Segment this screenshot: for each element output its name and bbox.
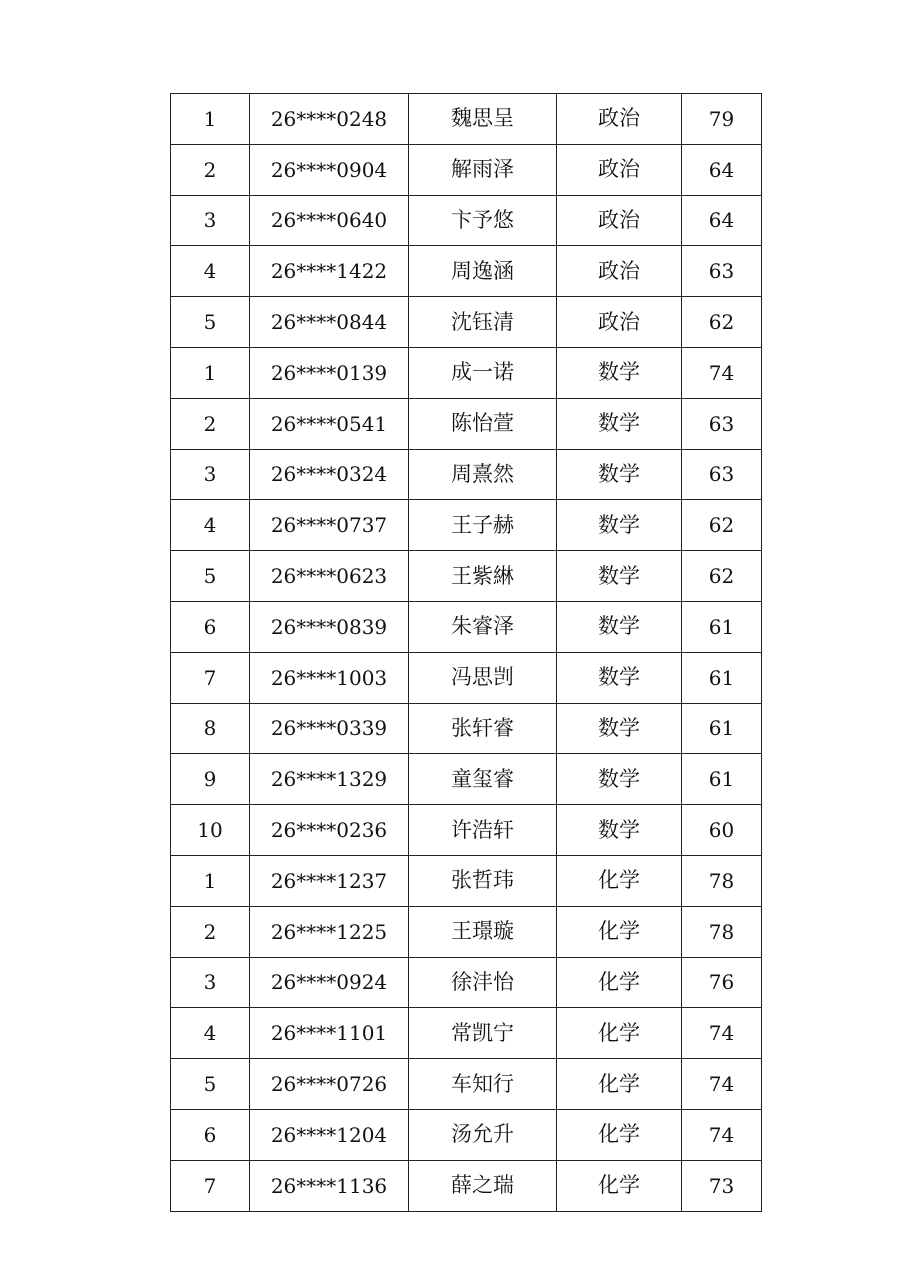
table-row [171, 805, 762, 856]
exam-id-cell: 26****0541 [250, 398, 409, 449]
student-name-cell: 周逸涵 [409, 246, 557, 297]
student-name-cell: 冯思剀 [409, 652, 557, 703]
rank-cell: 1 [171, 347, 250, 398]
subject-cell: 政治 [557, 297, 682, 348]
subject-cell: 数学 [557, 601, 682, 652]
student-name-cell: 解雨泽 [409, 144, 557, 195]
score-table [170, 93, 762, 1212]
rank-cell: 2 [171, 144, 250, 195]
exam-id-cell: 26****0324 [250, 449, 409, 500]
subject-cell: 数学 [557, 551, 682, 602]
subject-cell: 化学 [557, 957, 682, 1008]
table-row [171, 94, 762, 145]
rank-cell: 7 [171, 652, 250, 703]
score-cell: 63 [682, 398, 762, 449]
table-row [171, 347, 762, 398]
score-cell: 74 [682, 1059, 762, 1110]
table-row [171, 551, 762, 602]
exam-id-cell: 26****1422 [250, 246, 409, 297]
subject-cell: 化学 [557, 1109, 682, 1160]
score-cell: 73 [682, 1160, 762, 1211]
score-cell: 61 [682, 652, 762, 703]
score-cell: 62 [682, 500, 762, 551]
subject-cell: 化学 [557, 1008, 682, 1059]
score-cell: 78 [682, 855, 762, 906]
table-row [171, 855, 762, 906]
rank-cell: 2 [171, 398, 250, 449]
student-name-cell: 王紫綝 [409, 551, 557, 602]
rank-cell: 4 [171, 1008, 250, 1059]
table-row [171, 703, 762, 754]
rank-cell: 8 [171, 703, 250, 754]
rank-cell: 9 [171, 754, 250, 805]
rank-cell: 3 [171, 957, 250, 1008]
table-row [171, 754, 762, 805]
table-row [171, 297, 762, 348]
exam-id-cell: 26****0139 [250, 347, 409, 398]
subject-cell: 数学 [557, 652, 682, 703]
subject-cell: 数学 [557, 398, 682, 449]
score-cell: 64 [682, 195, 762, 246]
table-row [171, 246, 762, 297]
score-cell: 63 [682, 246, 762, 297]
student-name-cell: 王璟璇 [409, 906, 557, 957]
rank-cell: 2 [171, 906, 250, 957]
student-name-cell: 张哲玮 [409, 855, 557, 906]
student-name-cell: 沈钰清 [409, 297, 557, 348]
score-cell: 74 [682, 1109, 762, 1160]
exam-id-cell: 26****0924 [250, 957, 409, 1008]
rank-cell: 1 [171, 855, 250, 906]
student-name-cell: 汤允升 [409, 1109, 557, 1160]
subject-cell: 化学 [557, 855, 682, 906]
score-cell: 76 [682, 957, 762, 1008]
student-name-cell: 周熹然 [409, 449, 557, 500]
exam-id-cell: 26****0236 [250, 805, 409, 856]
student-name-cell: 卞予悠 [409, 195, 557, 246]
subject-cell: 数学 [557, 805, 682, 856]
student-name-cell: 常凯宁 [409, 1008, 557, 1059]
table-row [171, 1059, 762, 1110]
exam-id-cell: 26****1136 [250, 1160, 409, 1211]
score-cell: 63 [682, 449, 762, 500]
score-cell: 79 [682, 94, 762, 145]
rank-cell: 10 [171, 805, 250, 856]
table-row [171, 449, 762, 500]
table-row [171, 1160, 762, 1211]
score-cell: 60 [682, 805, 762, 856]
subject-cell: 政治 [557, 246, 682, 297]
subject-cell: 数学 [557, 754, 682, 805]
table-row [171, 601, 762, 652]
score-cell: 74 [682, 1008, 762, 1059]
exam-id-cell: 26****0640 [250, 195, 409, 246]
student-name-cell: 薛之瑞 [409, 1160, 557, 1211]
student-name-cell: 魏思呈 [409, 94, 557, 145]
rank-cell: 4 [171, 246, 250, 297]
table-row [171, 144, 762, 195]
subject-cell: 政治 [557, 144, 682, 195]
rank-cell: 5 [171, 551, 250, 602]
rank-cell: 3 [171, 195, 250, 246]
score-cell: 64 [682, 144, 762, 195]
exam-id-cell: 26****1237 [250, 855, 409, 906]
score-cell: 61 [682, 703, 762, 754]
table-row [171, 906, 762, 957]
subject-cell: 数学 [557, 449, 682, 500]
student-name-cell: 车知行 [409, 1059, 557, 1110]
rank-cell: 5 [171, 297, 250, 348]
score-cell: 74 [682, 347, 762, 398]
exam-id-cell: 26****0839 [250, 601, 409, 652]
subject-cell: 数学 [557, 347, 682, 398]
rank-cell: 1 [171, 94, 250, 145]
table-row [171, 957, 762, 1008]
score-cell: 61 [682, 601, 762, 652]
subject-cell: 数学 [557, 500, 682, 551]
rank-cell: 7 [171, 1160, 250, 1211]
subject-cell: 化学 [557, 906, 682, 957]
student-name-cell: 徐沣怡 [409, 957, 557, 1008]
score-cell: 62 [682, 297, 762, 348]
subject-cell: 数学 [557, 703, 682, 754]
student-name-cell: 童玺睿 [409, 754, 557, 805]
exam-id-cell: 26****0248 [250, 94, 409, 145]
score-cell: 62 [682, 551, 762, 602]
table-row [171, 195, 762, 246]
exam-id-cell: 26****0623 [250, 551, 409, 602]
rank-cell: 6 [171, 1109, 250, 1160]
table-row [171, 1109, 762, 1160]
student-name-cell: 许浩轩 [409, 805, 557, 856]
subject-cell: 政治 [557, 195, 682, 246]
exam-id-cell: 26****1101 [250, 1008, 409, 1059]
score-cell: 61 [682, 754, 762, 805]
score-cell: 78 [682, 906, 762, 957]
exam-id-cell: 26****0726 [250, 1059, 409, 1110]
rank-cell: 3 [171, 449, 250, 500]
table-row [171, 652, 762, 703]
student-name-cell: 成一诺 [409, 347, 557, 398]
exam-id-cell: 26****1329 [250, 754, 409, 805]
exam-id-cell: 26****1003 [250, 652, 409, 703]
exam-id-cell: 26****0904 [250, 144, 409, 195]
rank-cell: 5 [171, 1059, 250, 1110]
student-name-cell: 王子赫 [409, 500, 557, 551]
student-name-cell: 陈怡萱 [409, 398, 557, 449]
rank-cell: 6 [171, 601, 250, 652]
subject-cell: 化学 [557, 1059, 682, 1110]
score-table-body [171, 94, 762, 1212]
subject-cell: 化学 [557, 1160, 682, 1211]
student-name-cell: 朱睿泽 [409, 601, 557, 652]
table-row [171, 398, 762, 449]
table-row [171, 1008, 762, 1059]
rank-cell: 4 [171, 500, 250, 551]
exam-id-cell: 26****0737 [250, 500, 409, 551]
exam-id-cell: 26****1204 [250, 1109, 409, 1160]
exam-id-cell: 26****0844 [250, 297, 409, 348]
subject-cell: 政治 [557, 94, 682, 145]
exam-id-cell: 26****0339 [250, 703, 409, 754]
table-row [171, 500, 762, 551]
student-name-cell: 张轩睿 [409, 703, 557, 754]
exam-id-cell: 26****1225 [250, 906, 409, 957]
